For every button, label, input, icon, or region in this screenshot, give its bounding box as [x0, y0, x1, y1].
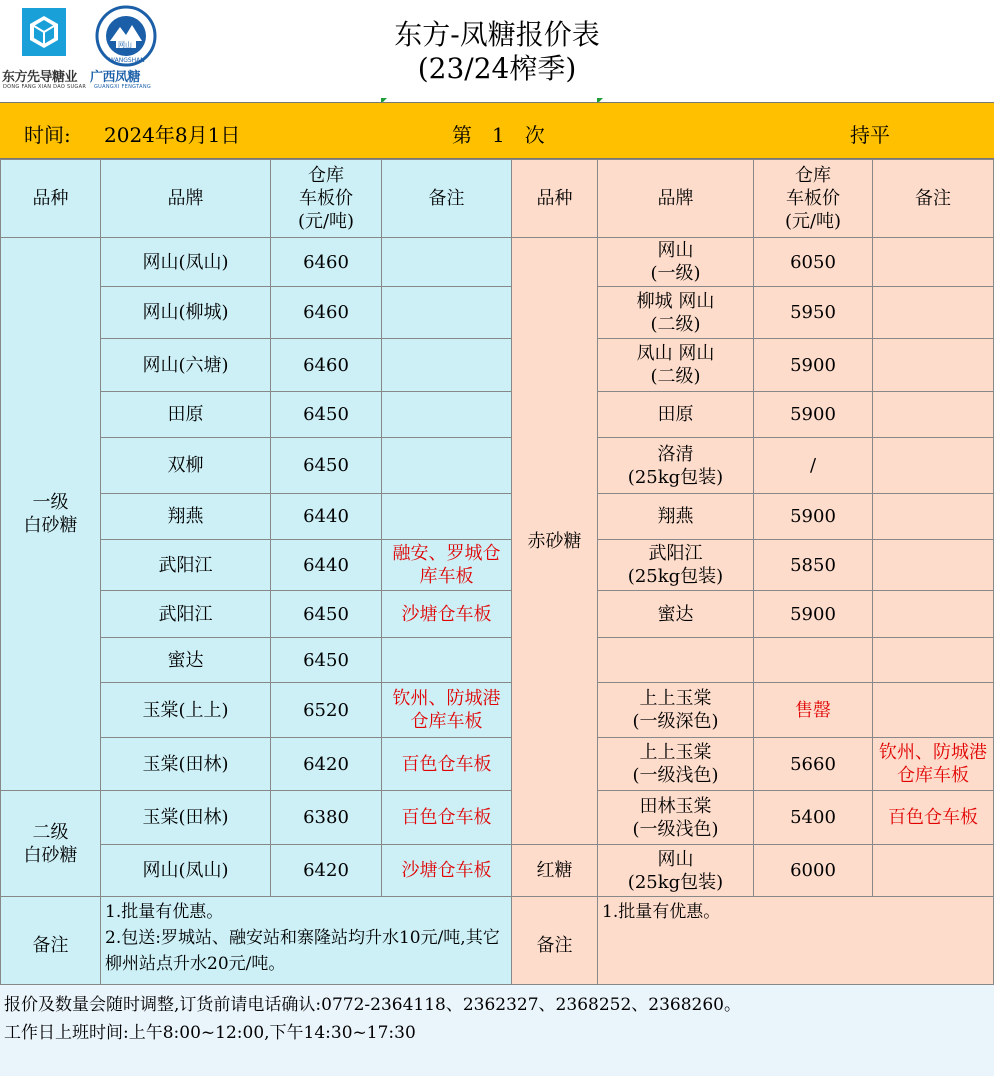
- notes-label: 备注: [512, 897, 598, 995]
- remark-cell: [873, 494, 994, 540]
- price-cell: 6460: [271, 287, 382, 339]
- brand-cell: 网山 (25kg包装): [598, 845, 754, 897]
- price-table: [0, 159, 994, 995]
- table-row: [1, 287, 994, 339]
- remark-cell: [382, 392, 512, 438]
- contact-line: 报价及数量会随时调整,订货前请电话确认:0772-2364118、2362327、2368252、2368260。: [4, 995, 741, 1015]
- price-cell: 6520: [271, 683, 382, 738]
- table-row: [1, 591, 994, 638]
- price-cell: 6450: [271, 638, 382, 683]
- price-cell: 6420: [271, 845, 382, 897]
- logo2-sub: GUANGXI FENGTANG: [94, 84, 152, 90]
- brand-cell: 蜜达: [598, 591, 754, 638]
- price-cell: 5900: [754, 591, 873, 638]
- price-cell: 6460: [271, 238, 382, 287]
- remark-cell: [382, 438, 512, 494]
- table-header-row: [1, 160, 994, 238]
- column-header: 备注: [873, 160, 994, 238]
- remark-cell: [873, 845, 994, 897]
- brand-cell: 网山(六塘): [101, 339, 271, 392]
- column-header: 备注: [382, 160, 512, 238]
- brand-cell: [598, 638, 754, 683]
- brand-cell: 柳城 网山 (二级): [598, 287, 754, 339]
- brand-cell: 武阳江: [101, 540, 271, 591]
- issue-number: 第 1 次: [452, 123, 545, 147]
- category-cell: 一级 白砂糖: [1, 238, 101, 791]
- table-row: [1, 238, 994, 287]
- note-line: 1.批量有优惠。: [602, 902, 721, 922]
- brand-cell: 翔燕: [598, 494, 754, 540]
- brand-cell: 玉棠(田林): [101, 791, 271, 845]
- date-label: 时间:: [24, 123, 71, 147]
- column-header: 仓库 车板价 (元/吨): [271, 160, 382, 238]
- brand-cell: 网山(凤山): [101, 845, 271, 897]
- remark-cell: [873, 540, 994, 591]
- brand-cell: 洛清 (25kg包装): [598, 438, 754, 494]
- category-cell: 红糖: [512, 845, 598, 897]
- remark-cell: 融安、罗城仓 库车板: [382, 540, 512, 591]
- brand-cell: 玉棠(上上): [101, 683, 271, 738]
- price-cell: 6440: [271, 494, 382, 540]
- price-cell: 6460: [271, 339, 382, 392]
- brand-cell: 上上玉棠 (一级浅色): [598, 738, 754, 791]
- table-row: [1, 494, 994, 540]
- page-subtitle: (23/24榨季): [417, 52, 577, 85]
- price-cell: 6000: [754, 845, 873, 897]
- remark-cell: [382, 494, 512, 540]
- brand-cell: 田原: [598, 392, 754, 438]
- price-cell: 售罄: [754, 683, 873, 738]
- brand-cell: 蜜达: [101, 638, 271, 683]
- column-header: 仓库 车板价 (元/吨): [754, 160, 873, 238]
- remark-cell: [382, 339, 512, 392]
- brand-cell: 田原: [101, 392, 271, 438]
- remark-cell: 百色仓车板: [382, 738, 512, 791]
- brand-cell: 双柳: [101, 438, 271, 494]
- date-band: [0, 102, 994, 159]
- remark-cell: 钦州、防城港 仓库车板: [873, 738, 994, 791]
- remark-cell: [382, 287, 512, 339]
- price-cell: 6440: [271, 540, 382, 591]
- price-cell: 6380: [271, 791, 382, 845]
- price-cell: 6050: [754, 238, 873, 287]
- price-cell: [754, 638, 873, 683]
- remark-cell: 钦州、防城港 仓库车板: [382, 683, 512, 738]
- brand-cell: 网山(凤山): [101, 238, 271, 287]
- brand-cell: 武阳江 (25kg包装): [598, 540, 754, 591]
- brand-cell: 网山 (一级): [598, 238, 754, 287]
- table-row: [1, 845, 994, 897]
- column-header: 品种: [512, 160, 598, 238]
- price-cell: /: [754, 438, 873, 494]
- remark-cell: [873, 287, 994, 339]
- remark-cell: [873, 438, 994, 494]
- table-row: [1, 683, 994, 738]
- price-cell: 5900: [754, 339, 873, 392]
- remark-cell: [873, 238, 994, 287]
- column-header: 品牌: [101, 160, 271, 238]
- footer: [0, 984, 994, 1076]
- note-line: 2.包送:罗城站、融安站和寨隆站均升水10元/吨,其它柳州站点升水20元/吨。: [105, 928, 500, 974]
- brand-cell: 玉棠(田林): [101, 738, 271, 791]
- notes-right: [598, 897, 994, 995]
- header: [0, 0, 994, 100]
- remark-cell: [873, 392, 994, 438]
- table-row: [1, 638, 994, 683]
- remark-cell: [873, 339, 994, 392]
- page-title: 东方-凤糖报价表: [394, 18, 600, 51]
- table-row: [1, 438, 994, 494]
- logo2-name: 广西凤糖: [90, 70, 141, 85]
- note-line: 1.批量有优惠。: [105, 902, 224, 922]
- price-cell: 5900: [754, 494, 873, 540]
- brand-cell: 网山(柳城): [101, 287, 271, 339]
- remark-cell: [873, 638, 994, 683]
- table-row: [1, 339, 994, 392]
- table-row: [1, 738, 994, 791]
- remark-cell: 沙塘仓车板: [382, 845, 512, 897]
- price-cell: 6450: [271, 392, 382, 438]
- remark-cell: 沙塘仓车板: [382, 591, 512, 638]
- price-trend: 持平: [850, 123, 890, 147]
- hours-line: 工作日上班时间:上午8:00~12:00,下午14:30~17:30: [4, 1023, 416, 1043]
- table-row: [1, 791, 994, 845]
- price-cell: 5900: [754, 392, 873, 438]
- price-cell: 6450: [271, 591, 382, 638]
- brand-cell: 翔燕: [101, 494, 271, 540]
- column-header: 品牌: [598, 160, 754, 238]
- brand-cell: 上上玉棠 (一级深色): [598, 683, 754, 738]
- category-cell: 二级 白砂糖: [1, 791, 101, 897]
- price-cell: 5850: [754, 540, 873, 591]
- seal-ring-text: WANGSHAN: [109, 57, 145, 64]
- logo1-name: 东方先导糖业: [2, 70, 78, 85]
- brand-cell: 武阳江: [101, 591, 271, 638]
- seal-text: 网山: [118, 41, 132, 49]
- notes-row: [1, 897, 994, 995]
- remark-cell: [382, 638, 512, 683]
- price-cell: 5400: [754, 791, 873, 845]
- notes-label: 备注: [1, 897, 101, 995]
- logo1-sub: DONG FANG XIAN DAO SUGAR: [3, 84, 87, 90]
- category-cell: 赤砂糖: [512, 238, 598, 845]
- price-cell: 6420: [271, 738, 382, 791]
- price-cell: 6450: [271, 438, 382, 494]
- brand-cell: 田林玉棠 (一级浅色): [598, 791, 754, 845]
- notes-left: [101, 897, 512, 995]
- remark-cell: 百色仓车板: [382, 791, 512, 845]
- remark-cell: [382, 238, 512, 287]
- brand-cell: 凤山 网山 (二级): [598, 339, 754, 392]
- price-cell: 5660: [754, 738, 873, 791]
- date-value: 2024年8月1日: [104, 123, 241, 147]
- table-row: [1, 540, 994, 591]
- price-cell: 5950: [754, 287, 873, 339]
- remark-cell: 百色仓车板: [873, 791, 994, 845]
- table-row: [1, 392, 994, 438]
- column-header: 品种: [1, 160, 101, 238]
- remark-cell: [873, 683, 994, 738]
- remark-cell: [873, 591, 994, 638]
